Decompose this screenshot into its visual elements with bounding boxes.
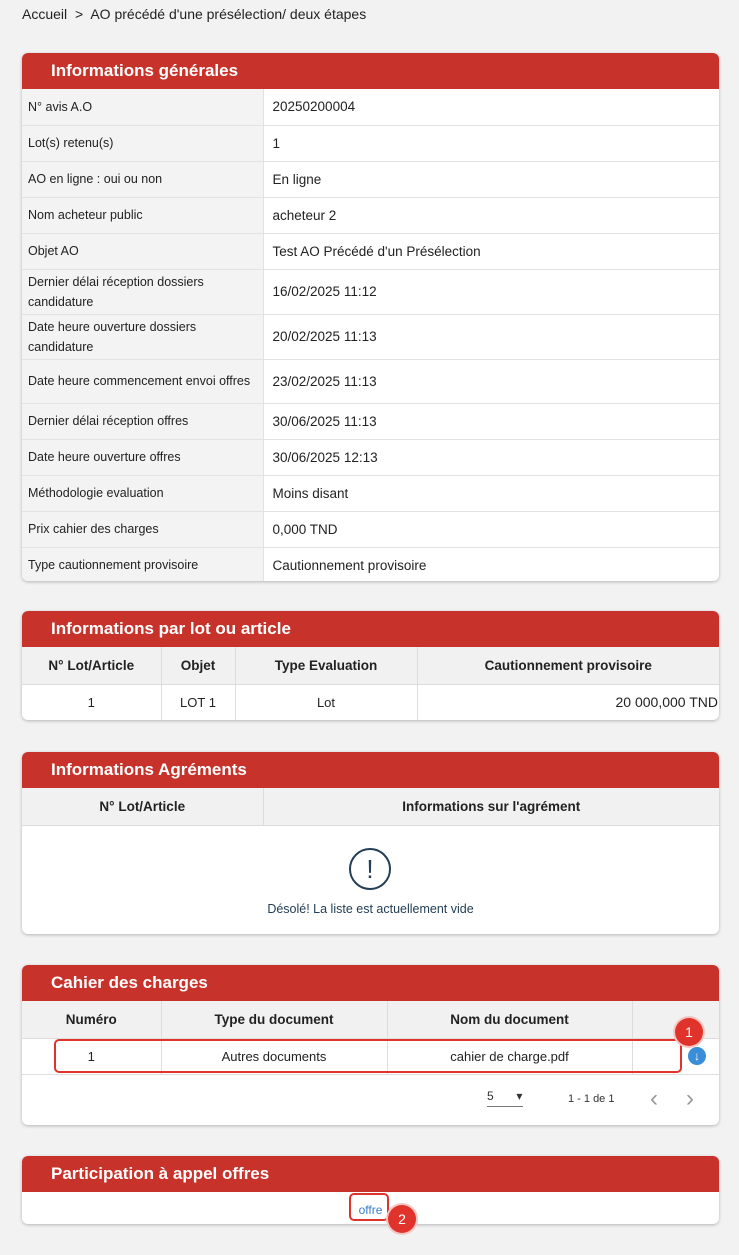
table-row [22, 359, 719, 403]
info-value: Cautionnement provisoire [263, 547, 719, 581]
info-label: Méthodologie evaluation [22, 475, 263, 511]
lots-col-type: Type Evaluation [235, 647, 417, 684]
cahier-title: Cahier des charges [22, 965, 719, 1001]
info-value: En ligne [263, 161, 719, 197]
info-label: Prix cahier des charges [22, 511, 263, 547]
exclamation-icon: ! [349, 848, 391, 890]
info-label: Type cautionnement provisoire [22, 547, 263, 581]
doc-name: cahier de charge.pdf [387, 1038, 632, 1074]
info-value: 16/02/2025 11:12 [263, 269, 719, 314]
lots-col-objet: Objet [161, 647, 235, 684]
info-value: 0,000 TND [263, 511, 719, 547]
lot-num: 1 [22, 684, 161, 720]
info-label: Date heure commencement envoi offres [22, 359, 263, 403]
table-row [22, 89, 719, 125]
info-value: 20/02/2025 11:13 [263, 314, 719, 359]
breadcrumb-separator: > [75, 6, 84, 22]
agrements-title: Informations Agréments [22, 752, 719, 788]
agrements-table [22, 788, 719, 826]
info-label: Date heure ouverture offres [22, 439, 263, 475]
info-value: 30/06/2025 12:13 [263, 439, 719, 475]
general-info-card [22, 53, 719, 581]
info-label: Dernier délai réception dossiers candidature [22, 269, 263, 314]
info-label: Lot(s) retenu(s) [22, 125, 263, 161]
lots-card [22, 611, 719, 720]
cahier-col-num: Numéro [22, 1001, 161, 1038]
cahier-col-type: Type du document [161, 1001, 387, 1038]
lot-caution: 20 000,000 TND [615, 694, 718, 711]
table-row [22, 269, 719, 314]
general-info-table [22, 89, 719, 581]
info-label: N° avis A.O [22, 89, 263, 125]
info-value: 23/02/2025 11:13 [263, 359, 719, 403]
breadcrumb-home[interactable]: Accueil [22, 6, 68, 22]
table-row [22, 511, 719, 547]
info-label: Objet AO [22, 233, 263, 269]
agrements-card [22, 752, 719, 934]
lots-col-caution: Cautionnement provisoire [417, 647, 719, 684]
cahier-col-nom: Nom du document [387, 1001, 632, 1038]
lot-objet: LOT 1 [161, 684, 235, 720]
empty-state [22, 826, 719, 935]
doc-num: 1 [22, 1038, 161, 1074]
info-value: Moins disant [263, 475, 719, 511]
agrements-col-info: Informations sur l'agrément [263, 788, 719, 825]
info-value: Test AO Précédé d'un Présélection [263, 233, 719, 269]
table-row [22, 314, 719, 359]
next-page-button[interactable]: › [686, 1085, 694, 1112]
table-row [22, 475, 719, 511]
divider [22, 1074, 719, 1075]
table-row [22, 161, 719, 197]
general-info-title: Informations générales [22, 53, 719, 89]
annotation-badge-1: 1 [675, 1018, 703, 1046]
empty-text: Désolé! La liste est actuellement vide [267, 901, 474, 916]
page-size-select[interactable] [487, 1089, 523, 1107]
info-value: 30/06/2025 11:13 [263, 403, 719, 439]
chevron-down-icon: ▾ [516, 1089, 523, 1103]
table-row [22, 684, 719, 720]
pagination-range: 1 - 1 de 1 [568, 1093, 615, 1105]
prev-page-button[interactable]: ‹ [650, 1085, 658, 1112]
doc-type: Autres documents [161, 1038, 387, 1074]
lot-type: Lot [235, 684, 417, 720]
table-row [22, 547, 719, 581]
table-row [22, 439, 719, 475]
info-value: 20250200004 [263, 89, 719, 125]
agrements-col-num: N° Lot/Article [22, 788, 263, 825]
info-label: Dernier délai réception offres [22, 403, 263, 439]
info-value: 1 [263, 125, 719, 161]
breadcrumb [22, 6, 370, 22]
lots-title: Informations par lot ou article [22, 611, 719, 647]
table-row [22, 197, 719, 233]
info-label: Date heure ouverture dossiers candidature [22, 314, 263, 359]
highlight-offre [349, 1193, 389, 1221]
page-size-value: 5 [487, 1089, 523, 1107]
table-row [22, 403, 719, 439]
table-row [22, 233, 719, 269]
annotation-badge-2: 2 [388, 1205, 416, 1233]
participation-title: Participation à appel offres [22, 1156, 719, 1192]
breadcrumb-current: AO précédé d'une présélection/ deux étapes [90, 6, 367, 22]
table-row [22, 125, 719, 161]
lots-table [22, 647, 719, 720]
info-label: AO en ligne : oui ou non [22, 161, 263, 197]
info-label: Nom acheteur public [22, 197, 263, 233]
highlight-row [54, 1039, 682, 1073]
lots-col-num: N° Lot/Article [22, 647, 161, 684]
info-value: acheteur 2 [263, 197, 719, 233]
download-icon[interactable]: ↓ [688, 1047, 706, 1065]
offre-link[interactable]: offre [358, 1203, 383, 1217]
